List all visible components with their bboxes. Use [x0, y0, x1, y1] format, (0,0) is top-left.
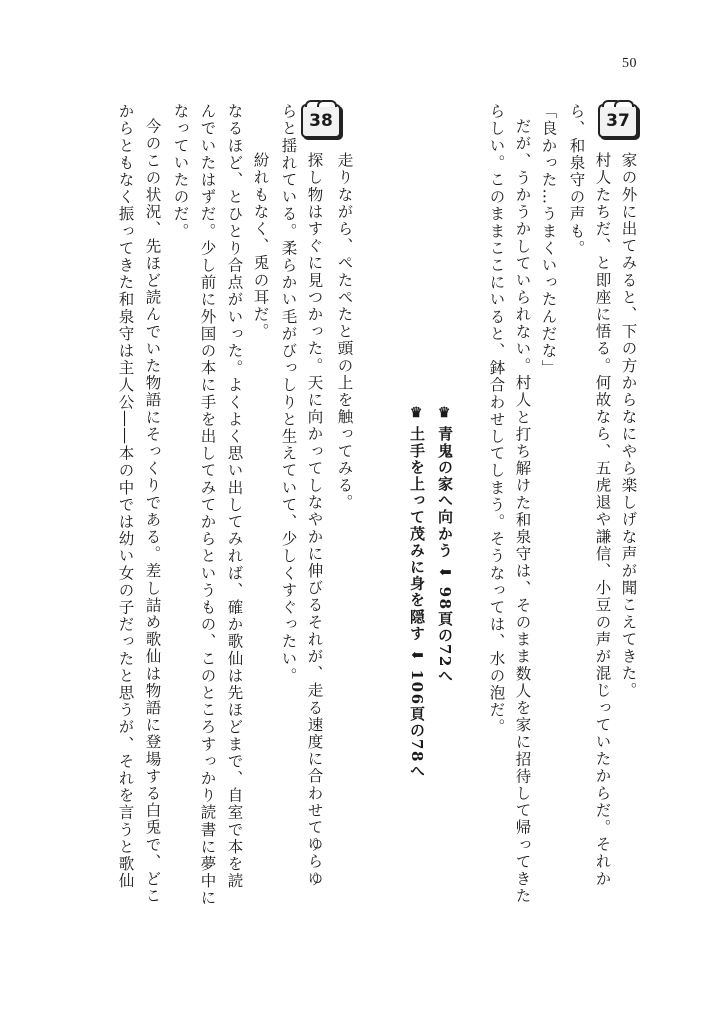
text-line: なっていたのだ。: [171, 103, 190, 240]
text-line: 「良かった…うまくいったんだな」: [539, 103, 558, 377]
text-line: らと揺れている。柔らかい毛がびっしりと生えていて、少しくすぐったい。: [279, 103, 298, 685]
choice-text: 青鬼の家へ向かう ⬇ 98頁の72へ: [436, 426, 454, 685]
text-line: 家の外に出てみると、下の方からなにやら楽しげな声が聞こえてきた。: [619, 152, 638, 700]
text-line: らしい。このままここにいると、鉢合わせしてしまう。そうなっては、水の泡だ。: [487, 103, 506, 736]
text-line: 探し物はすぐに見つかった。天に向かってしなやかに伸びるそれが、走る速度に合わせてゆらゆ: [305, 152, 324, 888]
text-line: なるほど、とひとり合点がいった。よくよく思い出してみれば、確か歌仙は先ほどまで、自室で本を読: [225, 103, 244, 890]
text-line: だが、うかうかしていられない。村人と打ち解けた和泉守は、そのまま数人を家に招待して帰ってきた: [513, 118, 532, 905]
choice-text: 土手を上って茂みに身を隠す ⬇ 106頁の78へ: [408, 426, 426, 780]
text-line: 紛れもなく、兎の耳だ。: [251, 152, 270, 341]
text-line: 今のこの状況、先ほど読んでいた物語にそっくりである。差し詰め歌仙は物語に登場する白兎で、どこ: [143, 118, 162, 905]
crown-icon: ♛: [409, 405, 425, 421]
text-line: 走りながら、ぺたぺたと頭の上を触ってみる。: [335, 152, 354, 512]
crown-icon: ♛: [437, 405, 453, 421]
choice-item[interactable]: [409, 406, 424, 780]
text-line: んでいたはずだ。少し前に外国の本に手を出してみてからというもの、このところすっかり読書に夢中に: [198, 103, 217, 907]
section-badge-38: 38: [301, 104, 341, 138]
text-line: ら、和泉守の声も。: [567, 103, 586, 257]
text-line: からともなく振ってきた和泉守は主人公――本の中では幼い女の子だったと思うが、それを言うと歌仙: [116, 103, 135, 890]
choice-item[interactable]: [437, 406, 452, 685]
text-line: 村人たちだ、と即座に悟る。何故なら、五虎退や謙信、小豆の声が混じっていたからだ。それか: [593, 152, 612, 888]
section-badge-37: 37: [598, 104, 638, 138]
page-number: 50: [622, 56, 637, 71]
